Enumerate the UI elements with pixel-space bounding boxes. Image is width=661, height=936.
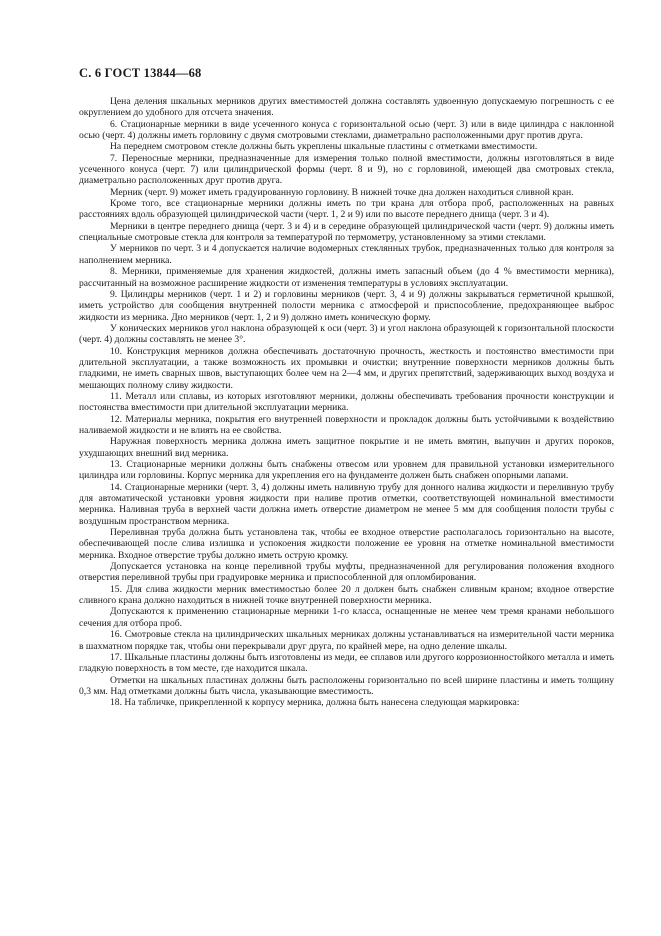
paragraph: На переднем смотровом стекле должны быть укреплены шкальные пластины с отметками вместимости. <box>110 141 538 153</box>
paragraph: Допускается установка на конце переливной трубы муфты, предназначенной для регулирования положения входного отверстия переливной трубы при градуировке мерника и приспособленной для опломбирования. <box>79 561 614 584</box>
paragraph: 12. Материалы мерника, покрытия его внутренней поверхности и прокладок должны быть устойчивыми к воздействию наливаемой жидкости и не влиять на ее свойства. <box>79 413 614 436</box>
paragraph: Допускаются к применению стационарные мерники 1-го класса, оснащенные не менее чем тремя кранами небольшого сечения для отбора проб. <box>79 606 614 629</box>
paragraph: У конических мерников угол наклона образующей к оси (черт. 3) и угол наклона образующей к горизонтальной плоскости (черт. 4) должны составлять не менее 3°. <box>79 322 614 346</box>
paragraph: Цена деления шкальных мерников других вместимостей должна составлять удвоенную допускаемую погрешность с ее округлением до удобного для отсчета значения. <box>79 96 614 119</box>
paragraph: 10. Конструкция мерников должна обеспечивать достаточную прочность, жесткость и постоянство вместимости при длительной эксплуатации, а также возможность их промывки и очистки; внутренние поверхности мерников должны быть гладкими, не иметь сварных швов, выступающих более чем на 2—4 мм, и других препятствий, задерживающих выход воздуха и мешающих полному сливу жидкости. <box>79 345 614 391</box>
paragraph: Отметки на шкальных пластинах должны быть расположены горизонтально по всей ширине пластины и иметь толщину 0,3 мм. Над отметками должны быть числа, указывающие вместимость. <box>79 674 614 697</box>
paragraph: 7. Переносные мерники, предназначенные для измерения только полной вместимости, должны изготовляться в виде усеченного конуса (черт. 7) или цилиндрической формы (черт. 8 и 9), но с горловиной, имеющей два смотровых стекла, диаметрально расположенных друг против друга. <box>79 152 614 187</box>
paragraph: Мерники в центре переднего днища (черт. 3 и 4) и в середине образующей цилиндрической части (черт. 9) должны иметь специальные смотровые стекла для контроля за температурой по термометру, установленному за этими стеклами. <box>79 220 614 244</box>
document-body <box>79 96 614 709</box>
paragraph: Переливная труба должна быть установлена так, чтобы ее входное отверстие располагалось горизонтально на высоте, обеспечивающей после слива излишка и успокоения жидкости положение ее уровня на отметке номинальной вместимости мерника. Входное отверстие трубы должно иметь острую кромку. <box>79 527 614 561</box>
paragraph: 8. Мерники, применяемые для хранения жидкостей, должны иметь запасный объем (до 4 % вместимости мерника), рассчитанный на возможное расширение жидкости от изменения температуры в условиях эксплуатации. <box>79 266 614 289</box>
paragraph: Мерник (черт. 9) может иметь градуированную горловину. В нижней точке дна должен находиться сливной кран. <box>110 186 574 198</box>
paragraph: 16. Смотровые стекла на цилиндрических шкальных мерниках должны устанавливаться на измерительной части мерника в шахматном порядке так, чтобы они перекрывали друг друга, по крайней мере, на одно деление шкалы. <box>79 629 614 652</box>
paragraph: Кроме того, все стационарные мерники должны иметь по три крана для отбора проб, расположенных на равных расстояниях вдоль образующей цилиндрической части (черт. 1, 2 и 9) или по высоте переднего днища (черт. 3 и 4). <box>79 198 614 221</box>
paragraph: 13. Стационарные мерники должны быть снабжены отвесом или уровнем для правильной установки измерительного цилиндра или горловины. Корпус мерника для укрепления его на фундаменте должен быть снабжен опорными лапами. <box>79 459 614 482</box>
page-header: С. 6 ГОСТ 13844—68 <box>79 66 202 80</box>
paragraph: 17. Шкальные пластины должны быть изготовлены из меди, ее сплавов или другого коррозионностойкого металла и иметь гладкую поверхность в том месте, где находится шкала. <box>79 651 614 675</box>
paragraph: 14. Стационарные мерники (черт. 3, 4) должны иметь наливную трубу для донного налива жидкости и переливную трубу для автоматической установки уровня жидкости при наливе против отметки, соответствующей номинальной вместимости мерника. Наливная труба в верхней части должна иметь отверстие диаметром не менее 5 мм для сообщения полости трубы с воздушным пространством мерника. <box>79 481 614 527</box>
paragraph: У мерников по черт. 3 и 4 допускается наличие водомерных стеклянных трубок, предназначенных только для контроля за наполнением мерника. <box>79 243 614 266</box>
paragraph: 9. Цилиндры мерников (черт. 1 и 2) и горловины мерников (черт. 3, 4 и 9) должны закрываться герметичной крышкой, иметь устройство для сообщения внутренней полости мерника с атмосферой и приспособление, предохраняющее выброс жидкости из мерника. Дно мерников (черт. 1, 2 и 9) должно иметь коническую форму. <box>79 288 614 323</box>
paragraph: 18. На табличке, прикрепленной к корпусу мерника, должна быть нанесена следующая маркировка: <box>110 697 520 709</box>
paragraph: 15. Для слива жидкости мерник вместимостью более 20 л должен быть снабжен сливным краном; входное отверстие сливного крана должно находиться в нижней точке внутренней поверхности мерника. <box>79 583 614 607</box>
paragraph: 6. Стационарные мерники в виде усеченного конуса с горизонтальной осью (черт. 3) или в виде цилиндра с наклонной осью (черт. 4) должны иметь горловину с двумя смотровыми стеклами, диаметрально расположенными друг против друга. <box>79 118 614 142</box>
paragraph: Наружная поверхность мерника должна иметь защитное покрытие и не иметь вмятин, выпучин и других пороков, ухудшающих внешний вид мерника. <box>79 436 614 459</box>
paragraph: 11. Металл или сплавы, из которых изготовляют мерники, должны обеспечивать требования прочности конструкции и постоянства вместимости при длительной эксплуатации мерника. <box>79 390 614 414</box>
